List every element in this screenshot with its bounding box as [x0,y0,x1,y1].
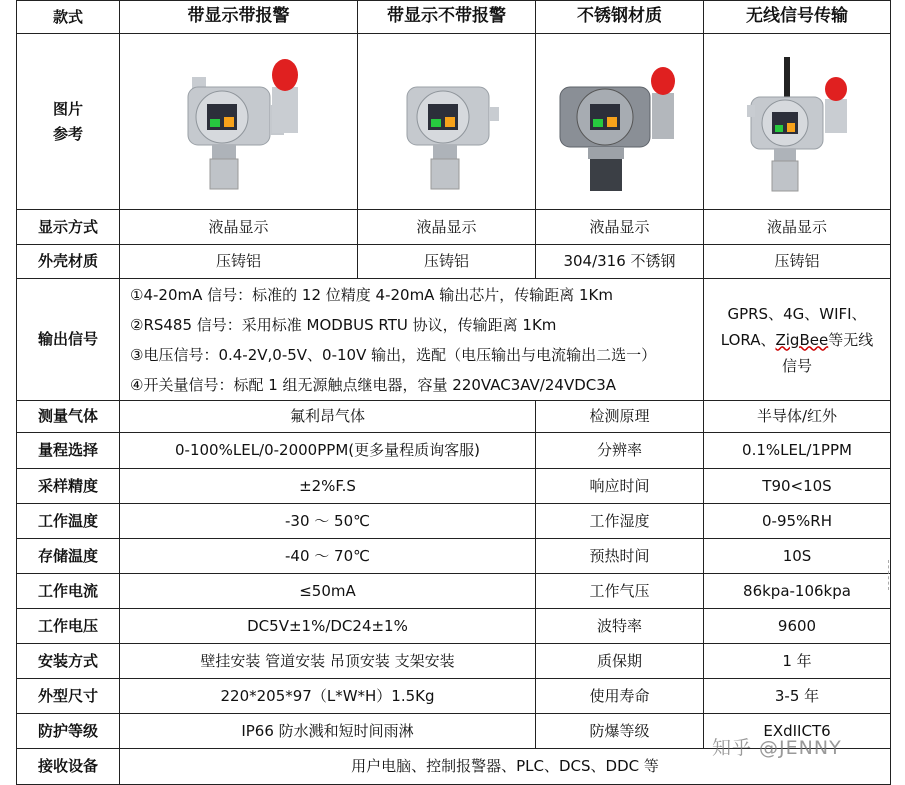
output-row [17,279,891,401]
output-label: 输出信号 [17,279,120,401]
page-edge-marker [888,560,899,590]
output-line: ④开关量信号：标配 1 组无源触点继电器，容量 220VAC3AV/24VDC3A [130,375,617,394]
spec-row: 采样精度 ±2%F.S 响应时间 T90<10S [17,469,891,504]
output-line: ①4-20mA 信号：标准的 12 位精度 4-20mA 输出芯片，传输距离 1Km [130,285,613,304]
gas-detector-stainless-image [550,47,690,197]
product-image-no-alarm [358,34,536,210]
display-value: 液晶显示 [120,210,358,245]
watermark: 知乎 @JENNY [712,737,842,759]
picture-label: 图片 参考 [17,34,120,210]
wireless-output: GPRS、4G、WIFI、 LORA、ZigBee等无线 信号 [704,279,891,401]
housing-value: 压铸铝 [120,245,358,279]
receiver-label: 接收设备 [17,749,120,785]
product-image-alarm [120,34,358,210]
spec-row: 安装方式 壁挂安装 管道安装 吊顶安装 支架安装 质保期 1 年 [17,644,891,679]
spec-row: 防护等级 IP66 防水溅和短时间雨淋 防爆等级 EXdIICT6 [17,714,891,749]
spec-row: 量程选择 0-100%LEL/0-2000PPM(更多量程质询客服) 分辨率 0.1%LEL/1PPM [17,433,891,469]
spec-row: 外型尺寸 220*205*97（L*W*H）1.5Kg 使用寿命 3-5 年 [17,679,891,714]
product-image-wireless [704,34,891,210]
housing-label: 外壳材质 [17,245,120,279]
output-line: ②RS485 信号：采用标准 MODBUS RTU 协议，传输距离 1Km [130,315,557,334]
spec-row: 工作电流 ≤50mA 工作气压 86kpa-106kpa [17,574,891,609]
display-label: 显示方式 [17,210,120,245]
spec-row: 工作电压 DC5V±1%/DC24±1% 波特率 9600 [17,609,891,644]
display-value: 液晶显示 [536,210,704,245]
gas-detector-alarm-image [164,47,314,197]
receiver-value: 用户电脑、控制报警器、PLC、DCS、DDC 等 [120,749,891,785]
header-style: 款式 [17,1,120,34]
display-row [17,210,891,245]
picture-row [17,34,891,210]
spec-row: 测量气体 氟利昂气体 检测原理 半导体/红外 [17,401,891,433]
output-line: ③电压信号：0.4-2V,0-5V、0-10V 输出，选配（电压输出与电流输出二选一） [130,345,657,364]
spec-row: 工作温度 -30 ～ 50℃ 工作湿度 0-95%RH [17,504,891,539]
header-wireless: 无线信号传输 [704,1,891,34]
header-stainless: 不锈钢材质 [536,1,704,34]
output-signals [120,279,704,401]
display-value: 液晶显示 [358,210,536,245]
product-image-stainless [536,34,704,210]
header-display-alarm: 带显示带报警 [120,1,358,34]
spec-table [16,0,891,785]
housing-value: 压铸铝 [704,245,891,279]
gas-detector-no-alarm-image [377,47,517,197]
housing-row [17,245,891,279]
gas-detector-wireless-image [727,47,867,197]
display-value: 液晶显示 [704,210,891,245]
header-row [17,1,891,34]
housing-value: 压铸铝 [358,245,536,279]
spec-row: 存储温度 -40 ～ 70℃ 预热时间 10S [17,539,891,574]
header-display-no-alarm: 带显示不带报警 [358,1,536,34]
housing-value: 304/316 不锈钢 [536,245,704,279]
